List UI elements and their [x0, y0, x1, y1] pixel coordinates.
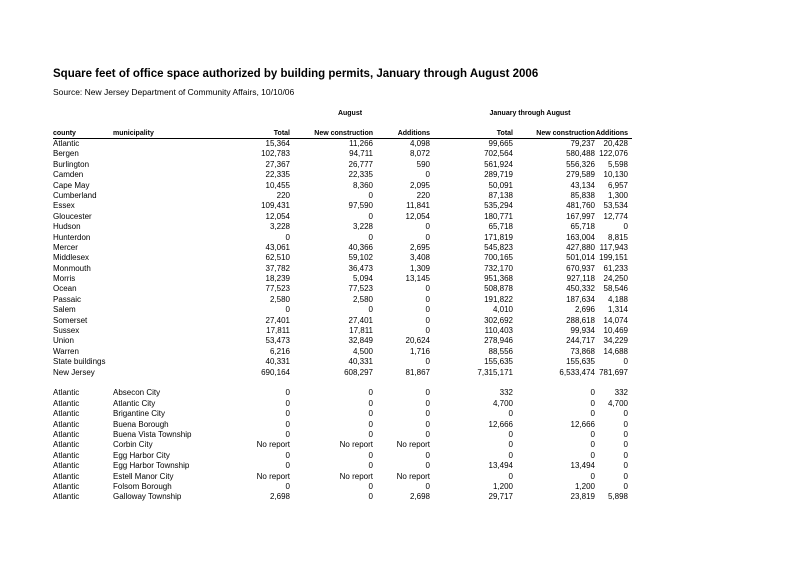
- cell-ytd-additions: 10,130: [603, 170, 628, 180]
- cell-ytd-additions: 4,700: [607, 398, 628, 408]
- cell-total: 62,510: [265, 253, 290, 263]
- cell-ytd-new-construction: 927,118: [566, 274, 595, 284]
- cell-ytd-additions: 1,314: [607, 305, 628, 315]
- cell-total: 6,216: [269, 346, 290, 356]
- cell-additions: 0: [425, 232, 430, 242]
- cell-new-construction: 0: [368, 305, 373, 315]
- cell-ytd-additions: 0: [623, 357, 628, 367]
- cell-additions: 0: [425, 294, 430, 304]
- cell-new-construction: 3,228: [352, 222, 373, 232]
- cell-ytd-new-construction: 279,589: [566, 170, 595, 180]
- county-row: [0, 243, 800, 253]
- cell-ytd-total: 13,494: [488, 461, 513, 471]
- cell-ytd-additions: 332: [614, 388, 628, 398]
- col-municipality: municipality: [113, 130, 154, 137]
- cell-ytd-total: 700,165: [484, 253, 513, 263]
- cell-additions: 20,624: [405, 336, 430, 346]
- cell-ytd-total: 302,692: [484, 315, 513, 325]
- county-row: [0, 170, 800, 180]
- cell-ytd-new-construction: 481,760: [566, 201, 595, 211]
- cell-total: 0: [285, 305, 290, 315]
- cell-county: Atlantic: [53, 419, 80, 429]
- cell-total: 43,061: [265, 242, 290, 252]
- cell-new-construction: 40,331: [348, 357, 373, 367]
- cell-ytd-new-construction: 580,488: [566, 149, 595, 159]
- cell-additions: 11,841: [406, 201, 430, 211]
- cell-county: Union: [53, 336, 74, 346]
- cell-ytd-additions: 0: [623, 429, 628, 439]
- cell-county: Atlantic: [53, 481, 80, 491]
- cell-ytd-additions: 0: [623, 450, 628, 460]
- cell-additions: 13,145: [405, 274, 430, 284]
- cell-municipality: Buena Vista Township: [113, 429, 192, 439]
- cell-total: 22,335: [265, 170, 290, 180]
- cell-new-construction: 59,102: [348, 253, 373, 263]
- cell-ytd-additions: 1,300: [607, 190, 628, 200]
- county-row: [0, 284, 800, 294]
- cell-ytd-additions: 14,074: [603, 315, 628, 325]
- cell-ytd-total: 171,819: [484, 232, 513, 242]
- report-title: Square feet of office space authorized by building permits, January through August 2006: [53, 68, 539, 80]
- cell-county: Atlantic: [53, 398, 80, 408]
- cell-additions: 4,098: [409, 139, 430, 148]
- cell-total: 0: [285, 388, 290, 398]
- county-row: [0, 181, 800, 191]
- cell-county: Atlantic: [53, 409, 80, 419]
- cell-ytd-additions: 0: [623, 440, 628, 450]
- cell-ytd-new-construction: 43,134: [570, 180, 595, 190]
- county-row: [0, 295, 800, 305]
- cell-ytd-new-construction: 244,717: [566, 336, 595, 346]
- cell-additions: 0: [425, 170, 430, 180]
- cell-ytd-total: 29,717: [488, 492, 513, 502]
- cell-new-construction: 8,360: [352, 180, 373, 190]
- cell-total: 27,401: [265, 315, 290, 325]
- cell-new-construction: 0: [368, 461, 373, 471]
- cell-county: Atlantic: [53, 450, 80, 460]
- cell-ytd-new-construction: 2,696: [574, 305, 595, 315]
- cell-ytd-additions: 0: [623, 471, 628, 481]
- cell-additions: 0: [425, 461, 430, 471]
- cell-total: 15,364: [265, 139, 290, 148]
- cell-ytd-total: 278,946: [484, 336, 513, 346]
- cell-ytd-total: 289,719: [484, 170, 513, 180]
- cell-total: 0: [285, 409, 290, 419]
- cell-county: Camden: [53, 170, 84, 180]
- cell-ytd-additions: 781,697: [599, 367, 628, 377]
- cell-ytd-total: 99,665: [488, 139, 513, 148]
- county-row: [0, 139, 800, 149]
- cell-new-construction: 94,711: [349, 149, 373, 159]
- cell-ytd-new-construction: 79,237: [570, 139, 595, 148]
- county-row: [0, 368, 800, 378]
- cell-total: 77,523: [265, 284, 290, 294]
- cell-total: 0: [285, 429, 290, 439]
- county-row: [0, 316, 800, 326]
- cell-ytd-additions: 122,076: [599, 149, 628, 159]
- cell-additions: 0: [425, 481, 430, 491]
- municipality-row: [0, 440, 800, 450]
- cell-additions: 12,054: [405, 211, 430, 221]
- cell-new-construction: 0: [368, 232, 373, 242]
- cell-ytd-total: 65,718: [488, 222, 513, 232]
- cell-total: 17,811: [266, 326, 290, 336]
- cell-ytd-new-construction: 0: [590, 388, 595, 398]
- municipality-row: [0, 482, 800, 492]
- cell-ytd-total: 0: [508, 429, 513, 439]
- cell-ytd-total: 4,010: [492, 305, 513, 315]
- cell-additions: 0: [425, 429, 430, 439]
- municipality-row: [0, 472, 800, 482]
- cell-county: New Jersey: [53, 367, 95, 377]
- county-row: [0, 201, 800, 211]
- cell-total: No report: [256, 471, 290, 481]
- cell-new-construction: 22,335: [348, 170, 373, 180]
- cell-ytd-additions: 0: [623, 419, 628, 429]
- cell-new-construction: 77,523: [348, 284, 373, 294]
- cell-total: 2,580: [269, 294, 290, 304]
- cell-ytd-additions: 53,534: [603, 201, 628, 211]
- cell-additions: 2,095: [409, 180, 430, 190]
- county-row: [0, 357, 800, 367]
- cell-additions: 0: [425, 398, 430, 408]
- cell-ytd-additions: 0: [623, 481, 628, 491]
- cell-ytd-total: 732,170: [484, 263, 513, 273]
- cell-additions: 0: [425, 409, 430, 419]
- cell-ytd-total: 0: [508, 471, 513, 481]
- cell-total: 0: [285, 232, 290, 242]
- cell-ytd-new-construction: 0: [590, 440, 595, 450]
- cell-new-construction: 11,266: [349, 139, 373, 148]
- county-row: [0, 264, 800, 274]
- cell-county: Atlantic: [53, 139, 80, 148]
- cell-county: Essex: [53, 201, 75, 211]
- municipality-row: [0, 461, 800, 471]
- county-row: [0, 305, 800, 315]
- cell-county: Hunterdon: [53, 232, 91, 242]
- cell-total: 0: [285, 461, 290, 471]
- cell-ytd-total: 50,091: [488, 180, 513, 190]
- cell-new-construction: 32,849: [348, 336, 373, 346]
- cell-ytd-total: 155,635: [484, 357, 513, 367]
- municipality-row: [0, 420, 800, 430]
- cell-total: 40,331: [265, 357, 290, 367]
- cell-municipality: Brigantine City: [113, 409, 166, 419]
- cell-new-construction: 0: [368, 450, 373, 460]
- cell-ytd-new-construction: 73,868: [570, 346, 595, 356]
- cell-municipality: Absecon City: [113, 388, 161, 398]
- cell-total: 109,431: [261, 201, 290, 211]
- cell-new-construction: 0: [368, 429, 373, 439]
- cell-ytd-total: 545,823: [484, 242, 513, 252]
- cell-ytd-total: 7,315,171: [477, 367, 513, 377]
- cell-ytd-new-construction: 187,634: [566, 294, 595, 304]
- cell-ytd-total: 0: [508, 440, 513, 450]
- cell-total: 10,455: [265, 180, 290, 190]
- cell-ytd-total: 1,200: [492, 481, 513, 491]
- cell-county: Gloucester: [53, 211, 92, 221]
- cell-ytd-new-construction: 163,004: [566, 232, 595, 242]
- cell-ytd-additions: 24,250: [603, 274, 628, 284]
- cell-additions: 3,408: [409, 253, 430, 263]
- cell-ytd-total: 180,771: [484, 211, 513, 221]
- cell-ytd-new-construction: 288,618: [566, 315, 595, 325]
- cell-county: Hudson: [53, 222, 81, 232]
- municipality-row: [0, 430, 800, 440]
- data-table: [0, 139, 800, 503]
- cell-municipality: Galloway Township: [113, 492, 182, 502]
- cell-county: Middlesex: [53, 253, 90, 263]
- cell-ytd-total: 110,403: [484, 326, 513, 336]
- cell-new-construction: 5,094: [352, 274, 373, 284]
- section-spacer: [0, 378, 800, 388]
- cell-new-construction: No report: [339, 471, 373, 481]
- cell-ytd-additions: 199,151: [599, 253, 628, 263]
- cell-ytd-total: 0: [508, 409, 513, 419]
- cell-ytd-total: 702,564: [484, 149, 513, 159]
- cell-county: Sussex: [53, 326, 80, 336]
- cell-new-construction: 36,473: [348, 263, 373, 273]
- cell-ytd-new-construction: 427,880: [566, 242, 595, 252]
- cell-ytd-new-construction: 501,014: [566, 253, 595, 263]
- cell-ytd-additions: 34,229: [603, 336, 628, 346]
- cell-ytd-total: 508,878: [484, 284, 513, 294]
- cell-municipality: Atlantic City: [113, 398, 156, 408]
- cell-county: Atlantic: [53, 388, 80, 398]
- cell-new-construction: 0: [368, 388, 373, 398]
- cell-additions: 1,716: [409, 346, 430, 356]
- cell-total: 37,782: [265, 263, 290, 273]
- cell-additions: 0: [425, 222, 430, 232]
- cell-new-construction: 608,297: [344, 367, 373, 377]
- cell-ytd-new-construction: 167,997: [566, 211, 595, 221]
- cell-ytd-additions: 58,546: [603, 284, 628, 294]
- county-row: [0, 160, 800, 170]
- cell-new-construction: 97,590: [348, 201, 373, 211]
- cell-additions: 220: [416, 190, 430, 200]
- cell-county: Atlantic: [53, 429, 80, 439]
- col-new-construction: New construction: [314, 130, 373, 137]
- cell-municipality: Buena Borough: [113, 419, 169, 429]
- cell-county: Cape May: [53, 180, 90, 190]
- cell-county: Atlantic: [53, 471, 80, 481]
- cell-county: Cumberland: [53, 190, 97, 200]
- group-header-ytd: January through August: [489, 110, 571, 117]
- cell-total: 2,698: [269, 492, 290, 502]
- cell-county: Atlantic: [53, 440, 80, 450]
- col-ytd-additions: Additions: [595, 130, 628, 137]
- cell-total: 0: [285, 419, 290, 429]
- county-row: [0, 274, 800, 284]
- cell-ytd-new-construction: 23,819: [570, 492, 595, 502]
- cell-municipality: Egg Harbor City: [113, 450, 170, 460]
- cell-ytd-new-construction: 670,937: [566, 263, 595, 273]
- cell-additions: 81,867: [405, 367, 430, 377]
- cell-ytd-new-construction: 65,718: [570, 222, 595, 232]
- cell-ytd-new-construction: 556,326: [566, 159, 595, 169]
- municipality-row: [0, 399, 800, 409]
- cell-ytd-total: 87,138: [488, 190, 513, 200]
- cell-new-construction: 40,366: [348, 242, 373, 252]
- cell-ytd-total: 0: [508, 450, 513, 460]
- cell-total: 12,054: [265, 211, 290, 221]
- cell-municipality: Egg Harbor Township: [113, 461, 190, 471]
- cell-ytd-additions: 61,233: [603, 263, 628, 273]
- cell-additions: 0: [425, 450, 430, 460]
- municipality-row: [0, 409, 800, 419]
- source-note: Source: New Jersey Department of Community Affairs, 10/10/06: [53, 87, 295, 97]
- county-row: [0, 212, 800, 222]
- cell-ytd-new-construction: 450,332: [566, 284, 595, 294]
- cell-ytd-new-construction: 99,934: [570, 326, 595, 336]
- cell-ytd-additions: 6,957: [607, 180, 628, 190]
- cell-total: No report: [256, 440, 290, 450]
- cell-additions: 0: [425, 284, 430, 294]
- cell-total: 0: [285, 481, 290, 491]
- cell-ytd-additions: 5,898: [607, 492, 628, 502]
- cell-county: Morris: [53, 274, 76, 284]
- cell-new-construction: 27,401: [348, 315, 373, 325]
- municipality-row: [0, 388, 800, 398]
- cell-new-construction: 0: [368, 409, 373, 419]
- county-row: [0, 253, 800, 263]
- cell-total: 53,473: [265, 336, 290, 346]
- cell-new-construction: 17,811: [349, 326, 373, 336]
- cell-ytd-new-construction: 12,666: [570, 419, 595, 429]
- municipality-row: [0, 492, 800, 502]
- municipality-row: [0, 451, 800, 461]
- cell-county: Warren: [53, 346, 79, 356]
- cell-ytd-new-construction: 0: [590, 471, 595, 481]
- cell-additions: 0: [425, 357, 430, 367]
- cell-total: 690,164: [261, 367, 290, 377]
- cell-new-construction: 0: [368, 190, 373, 200]
- cell-county: Ocean: [53, 284, 77, 294]
- cell-total: 220: [276, 190, 290, 200]
- cell-ytd-new-construction: 0: [590, 409, 595, 419]
- cell-ytd-new-construction: 13,494: [570, 461, 595, 471]
- cell-total: 102,783: [261, 149, 290, 159]
- cell-total: 27,367: [265, 159, 290, 169]
- cell-ytd-total: 191,822: [484, 294, 513, 304]
- cell-county: Salem: [53, 305, 76, 315]
- col-county: county: [53, 130, 76, 137]
- cell-ytd-new-construction: 0: [590, 398, 595, 408]
- county-row: [0, 233, 800, 243]
- cell-county: Atlantic: [53, 492, 80, 502]
- col-ytd-new-construction: New construction: [536, 130, 595, 137]
- cell-county: Bergen: [53, 149, 79, 159]
- cell-additions: 0: [425, 315, 430, 325]
- cell-total: 18,239: [265, 274, 290, 284]
- cell-total: 0: [285, 398, 290, 408]
- cell-ytd-new-construction: 0: [590, 429, 595, 439]
- cell-additions: 590: [416, 159, 430, 169]
- cell-ytd-additions: 4,188: [607, 294, 628, 304]
- county-row: [0, 222, 800, 232]
- cell-total: 3,228: [269, 222, 290, 232]
- cell-municipality: Estell Manor City: [113, 471, 174, 481]
- cell-ytd-total: 4,700: [492, 398, 513, 408]
- cell-new-construction: 0: [368, 419, 373, 429]
- county-row: [0, 347, 800, 357]
- cell-ytd-total: 12,666: [488, 419, 513, 429]
- county-row: [0, 326, 800, 336]
- cell-county: Monmouth: [53, 263, 91, 273]
- cell-ytd-total: 332: [499, 388, 513, 398]
- cell-additions: 0: [425, 305, 430, 315]
- cell-new-construction: 0: [368, 211, 373, 221]
- county-row: [0, 336, 800, 346]
- cell-additions: 2,698: [409, 492, 430, 502]
- cell-ytd-additions: 10,469: [603, 326, 628, 336]
- cell-new-construction: 2,580: [352, 294, 373, 304]
- cell-new-construction: 0: [368, 492, 373, 502]
- county-row: [0, 191, 800, 201]
- cell-ytd-total: 951,368: [484, 274, 513, 284]
- cell-ytd-additions: 20,428: [603, 139, 628, 148]
- cell-ytd-additions: 8,815: [607, 232, 628, 242]
- cell-additions: 0: [425, 388, 430, 398]
- cell-county: Burlington: [53, 159, 90, 169]
- cell-county: Passaic: [53, 294, 82, 304]
- cell-ytd-additions: 12,774: [603, 211, 628, 221]
- cell-additions: 0: [425, 419, 430, 429]
- cell-county: Atlantic: [53, 461, 80, 471]
- cell-ytd-additions: 14,688: [603, 346, 628, 356]
- cell-additions: 2,695: [409, 242, 430, 252]
- cell-additions: No report: [396, 471, 430, 481]
- cell-ytd-additions: 5,598: [607, 159, 628, 169]
- cell-ytd-total: 561,924: [484, 159, 513, 169]
- cell-ytd-new-construction: 85,838: [570, 190, 595, 200]
- cell-ytd-additions: 0: [623, 461, 628, 471]
- cell-ytd-new-construction: 1,200: [574, 481, 595, 491]
- cell-ytd-additions: 0: [623, 409, 628, 419]
- cell-county: Somerset: [53, 315, 88, 325]
- col-additions: Additions: [397, 130, 430, 137]
- cell-municipality: Corbin City: [113, 440, 153, 450]
- county-row: [0, 149, 800, 159]
- cell-additions: 0: [425, 326, 430, 336]
- cell-ytd-new-construction: 0: [590, 450, 595, 460]
- cell-county: Mercer: [53, 242, 78, 252]
- cell-additions: 1,309: [409, 263, 430, 273]
- cell-county: State buildings: [53, 357, 106, 367]
- cell-new-construction: 0: [368, 481, 373, 491]
- cell-ytd-additions: 117,943: [599, 242, 628, 252]
- cell-additions: No report: [396, 440, 430, 450]
- cell-ytd-new-construction: 6,533,474: [559, 367, 595, 377]
- cell-ytd-additions: 0: [623, 222, 628, 232]
- cell-ytd-total: 535,294: [484, 201, 513, 211]
- col-ytd-total: Total: [496, 130, 513, 137]
- group-header-august: August: [337, 110, 363, 117]
- cell-additions: 8,072: [409, 149, 430, 159]
- cell-new-construction: 26,777: [348, 159, 373, 169]
- cell-municipality: Folsom Borough: [113, 481, 172, 491]
- cell-new-construction: 4,500: [352, 346, 373, 356]
- cell-ytd-new-construction: 155,635: [566, 357, 595, 367]
- cell-new-construction: 0: [368, 398, 373, 408]
- col-total: Total: [273, 130, 290, 137]
- cell-ytd-total: 88,556: [488, 346, 513, 356]
- cell-new-construction: No report: [339, 440, 373, 450]
- cell-total: 0: [285, 450, 290, 460]
